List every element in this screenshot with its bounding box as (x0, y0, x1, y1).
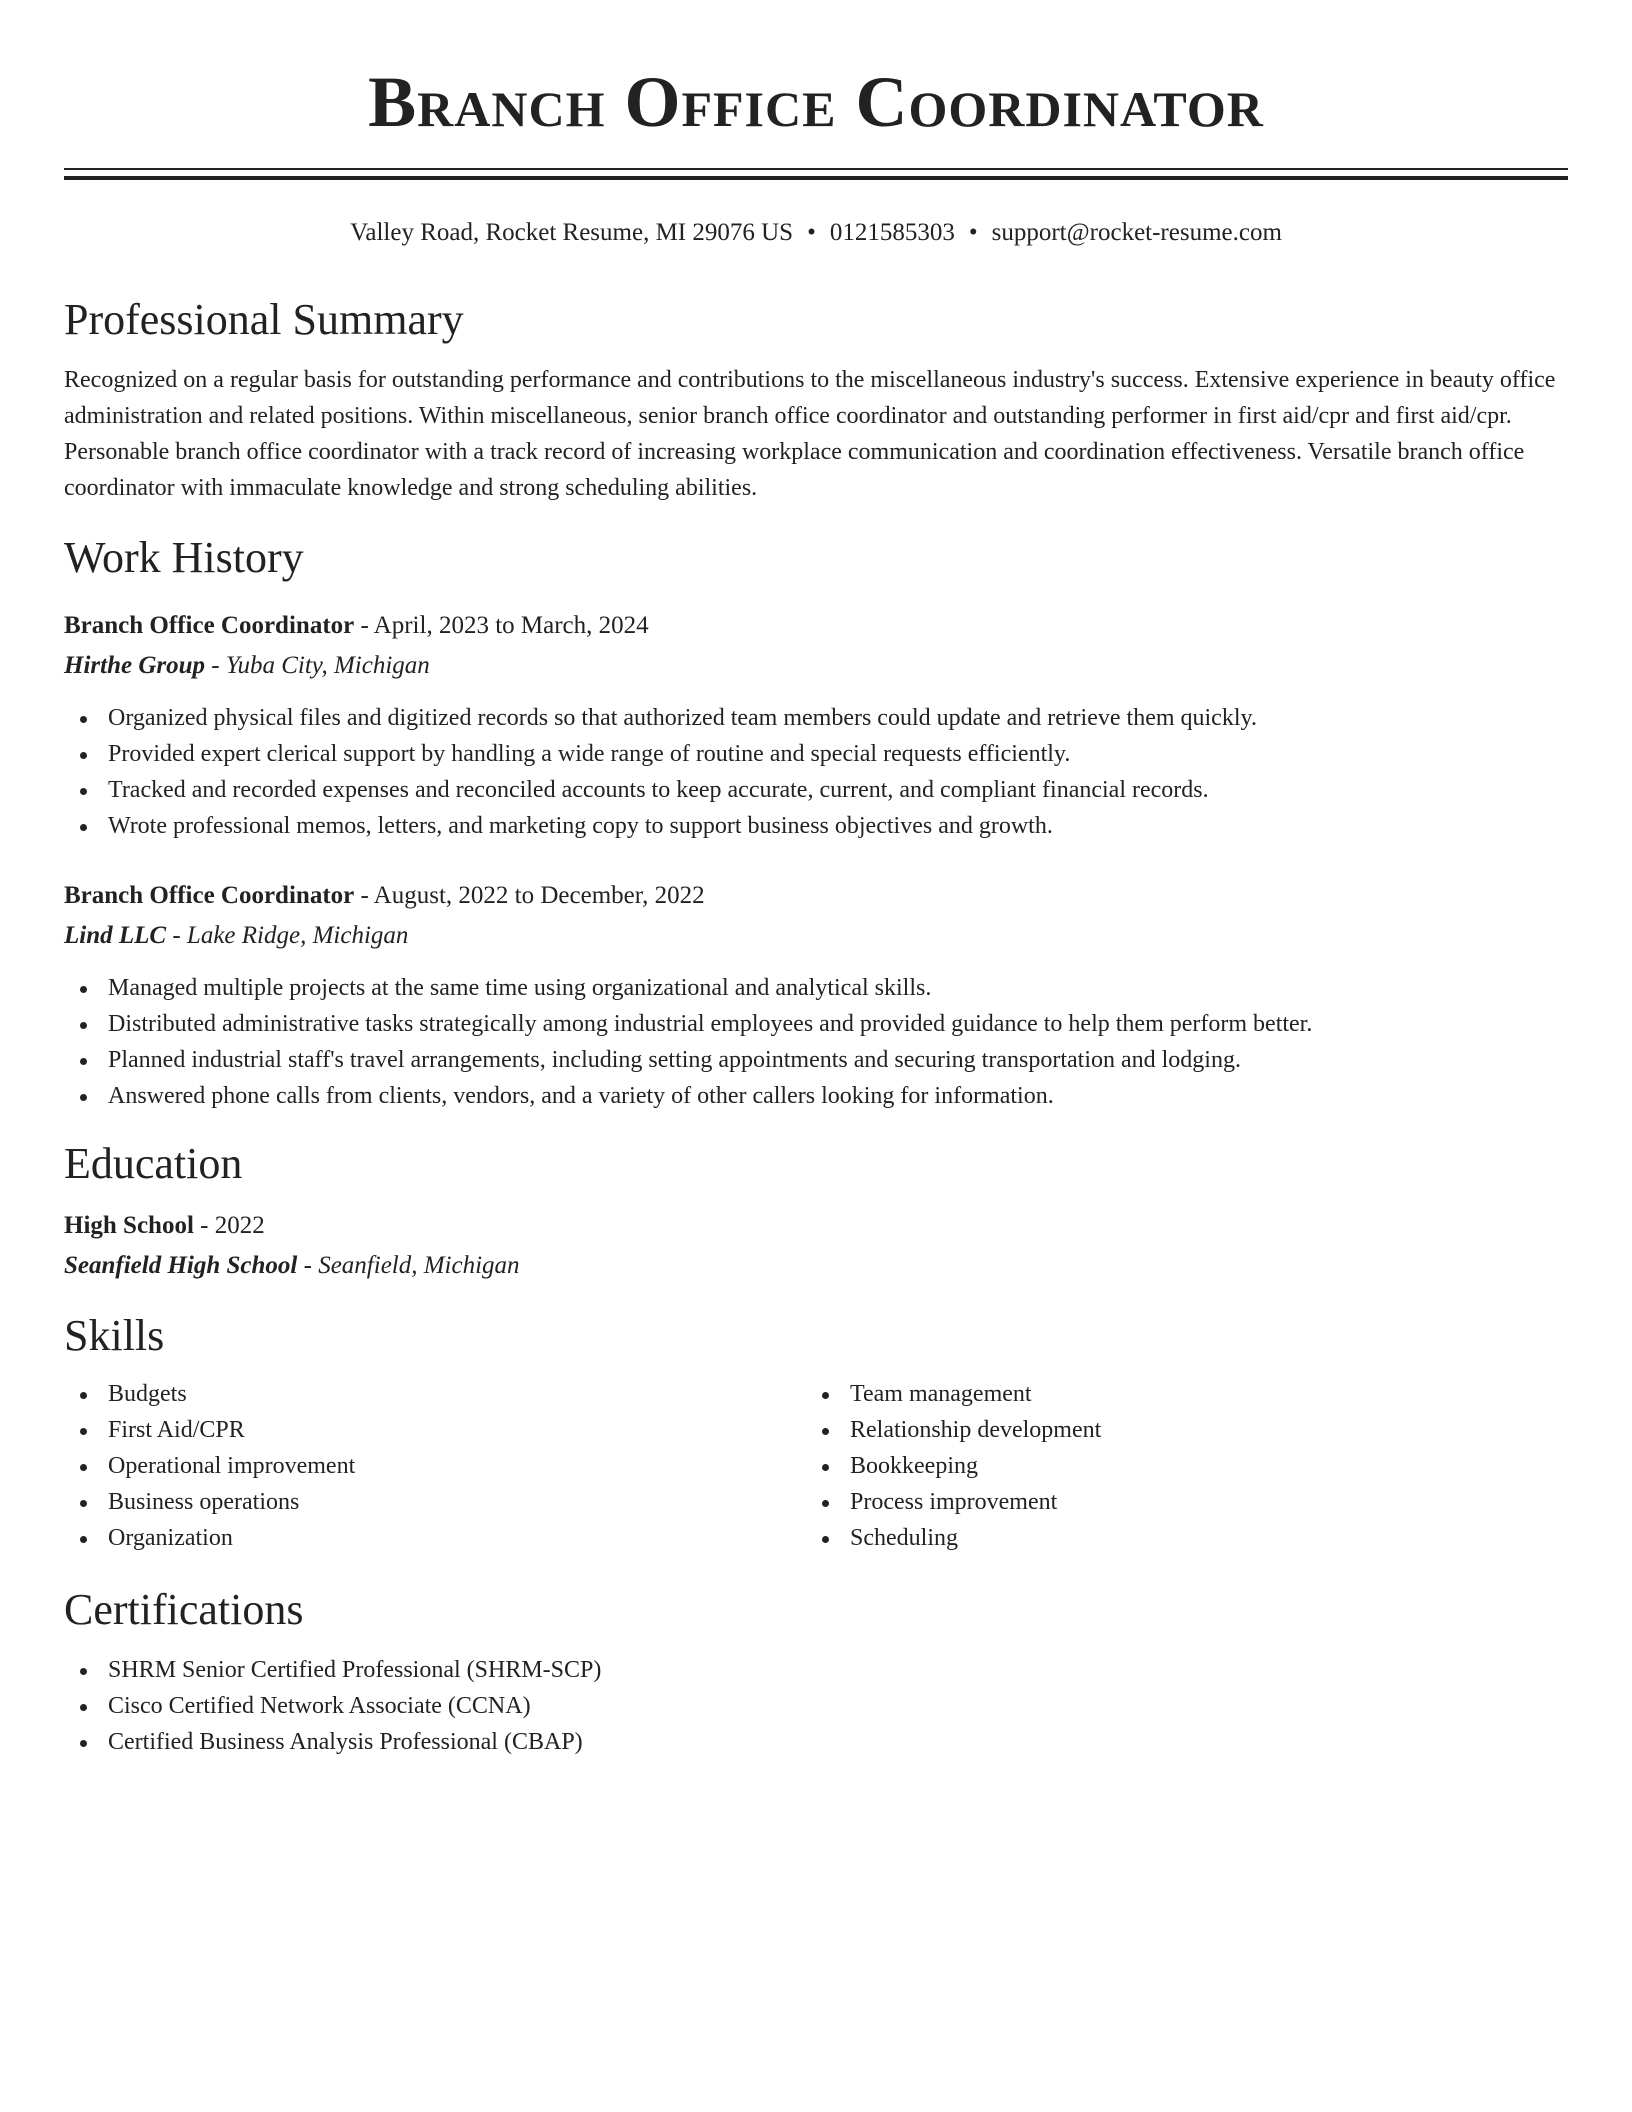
contact-separator: • (807, 219, 816, 246)
job-title-line (64, 878, 1568, 914)
summary-text: Recognized on a regular basis for outstanding performance and contributions to the miscellaneous industry's success. Extensive experience in beauty office administration and related positions. Within miscellaneous, senior branch office coordinator and outstanding performer in first aid/cpr and first aid/cpr. Personable branch office coordinator with a track record of increasing workplace communication and coordination effectiveness. Versatile branch office coordinator with immaculate knowledge and strong scheduling abilities. (64, 367, 1556, 501)
education-school: Seanfield High School (64, 1252, 298, 1279)
summary-heading: Professional Summary (64, 295, 464, 344)
certifications-list (64, 1652, 1568, 1760)
job-dates: - April, 2023 to March, 2024 (354, 612, 649, 639)
list-item: Managed multiple projects at the same time using organizational and analytical skills. (64, 970, 1568, 1006)
job-location: - Lake Ridge, Michigan (166, 922, 409, 949)
education-entry (64, 1208, 1568, 1284)
job-title: Branch Office Coordinator (64, 612, 355, 639)
list-item: Business operations (64, 1484, 806, 1520)
list-item: Process improvement (806, 1484, 1548, 1520)
contact-phone: 0121585303 (829, 219, 955, 246)
list-item: SHRM Senior Certified Professional (SHRM-SCP) (64, 1652, 1568, 1688)
list-item: Provided expert clerical support by handling a wide range of routine and special requests efficiently. (64, 736, 1568, 772)
job-location: - Yuba City, Michigan (205, 652, 430, 679)
list-item: Operational improvement (64, 1448, 806, 1484)
job-entry (64, 878, 1568, 1114)
job-company-line (64, 918, 1568, 954)
page-title: Branch Office Coordinator (368, 62, 1264, 142)
contact-line (64, 216, 1568, 250)
work-history-heading: Work History (64, 533, 304, 582)
job-entry (64, 608, 1568, 844)
contact-address: Valley Road, Rocket Resume, MI 29076 US (350, 219, 794, 246)
list-item: Distributed administrative tasks strategically among industrial employees and provided guidance to help them perform better. (64, 1006, 1568, 1042)
list-item: Tracked and recorded expenses and reconciled accounts to keep accurate, current, and compliant financial records. (64, 772, 1568, 808)
list-item: Budgets (64, 1376, 806, 1412)
list-item: Certified Business Analysis Professional (CBAP) (64, 1724, 1568, 1760)
divider-thin-line (64, 168, 1568, 170)
education-school-line (64, 1248, 1568, 1284)
job-bullets (64, 700, 1568, 844)
list-item: Team management (806, 1376, 1548, 1412)
job-title: Branch Office Coordinator (64, 882, 355, 909)
contact-separator: • (968, 219, 978, 246)
list-item: Wrote professional memos, letters, and marketing copy to support business objectives and growth. (64, 808, 1568, 844)
skills-heading: Skills (64, 1311, 165, 1360)
job-company: Hirthe Group (64, 652, 206, 679)
job-dates: - August, 2022 to December, 2022 (354, 882, 705, 909)
job-company: Lind LLC (64, 922, 167, 949)
job-bullets (64, 970, 1568, 1114)
list-item: Bookkeeping (806, 1448, 1548, 1484)
education-degree: High School (64, 1212, 194, 1239)
divider-thick-line (64, 176, 1568, 180)
skills-list-left (64, 1376, 806, 1556)
job-title-line (64, 608, 1568, 644)
job-company-line (64, 648, 1568, 684)
list-item: Cisco Certified Network Associate (CCNA) (64, 1688, 1568, 1724)
list-item: Organized physical files and digitized records so that authorized team members could update and retrieve them quickly. (64, 700, 1568, 736)
list-item: Planned industrial staff's travel arrangements, including setting appointments and securing transportation and lodging. (64, 1042, 1568, 1078)
list-item: Scheduling (806, 1520, 1548, 1556)
skills-list-right (806, 1376, 1548, 1556)
list-item: First Aid/CPR (64, 1412, 806, 1448)
certifications-heading: Certifications (64, 1585, 304, 1634)
list-item: Organization (64, 1520, 806, 1556)
list-item: Answered phone calls from clients, vendors, and a variety of other callers looking for information. (64, 1078, 1568, 1114)
list-item: Relationship development (806, 1412, 1548, 1448)
title-divider (64, 168, 1568, 180)
education-year: - 2022 (193, 1212, 265, 1239)
education-heading: Education (64, 1139, 243, 1188)
education-location: - Seanfield, Michigan (297, 1252, 520, 1279)
education-degree-line (64, 1208, 1568, 1244)
skills-columns (64, 1376, 1568, 1556)
contact-email: support@rocket-resume.com (991, 219, 1282, 246)
